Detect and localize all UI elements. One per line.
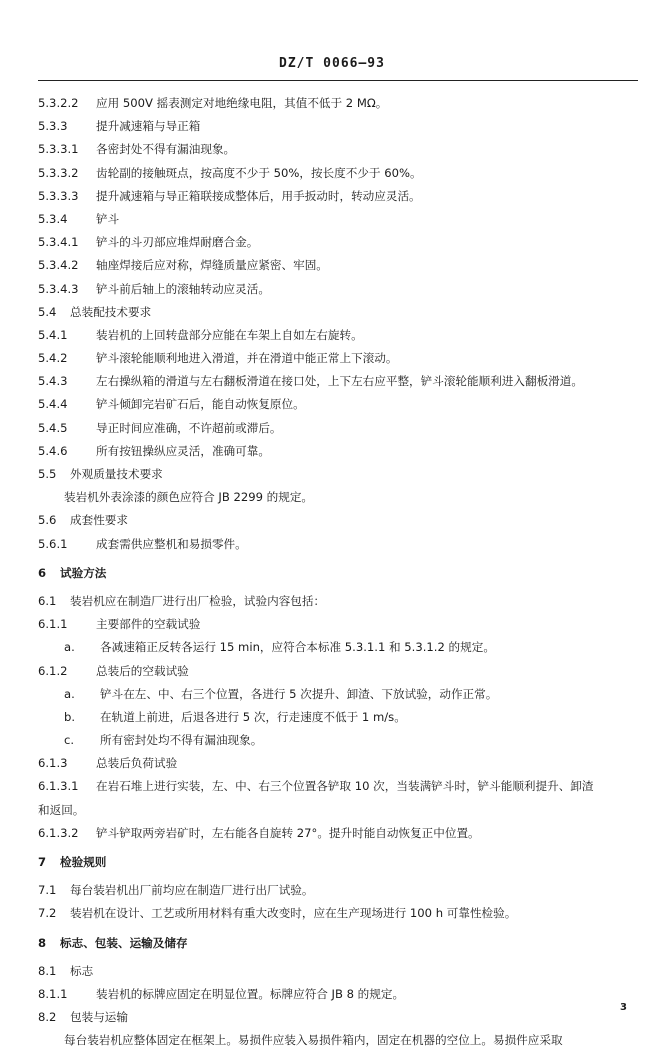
clause-text: 铲斗在左、中、右三个位置，各进行 5 次提升、卸渣、下放试验，动作正常。 bbox=[100, 686, 498, 701]
text-line bbox=[38, 533, 638, 556]
clause-text: 铲斗 bbox=[96, 211, 120, 226]
text-line bbox=[38, 92, 638, 115]
text-line bbox=[38, 324, 638, 347]
text-line bbox=[38, 509, 638, 532]
clause-text: 装岩机外表涂漆的颜色应符合 JB 2299 的规定。 bbox=[64, 490, 314, 505]
clause-text: 各减速箱正反转各运行 15 min，应符合本标准 5.3.1.1 和 5.3.1.2 的规定。 bbox=[100, 640, 495, 655]
text-line bbox=[38, 278, 638, 301]
text-line bbox=[38, 370, 638, 393]
text-line bbox=[38, 706, 638, 729]
clause-number: b. bbox=[64, 709, 76, 724]
clause-number: 5.4 bbox=[38, 304, 57, 319]
header-divider bbox=[38, 80, 638, 81]
clause-number: 5.6.1 bbox=[38, 536, 68, 551]
clause-number: 8.2 bbox=[38, 1010, 57, 1025]
clause-text: 在轨道上前进，后退各进行 5 次，行走速度不低于 1 m/s。 bbox=[100, 709, 406, 724]
text-line bbox=[38, 1029, 638, 1052]
clause-text: 装岩机在设计、工艺或所用材料有重大改变时，应在生产现场进行 100 h 可靠性检验。 bbox=[70, 906, 517, 921]
clause-number: 5.4.5 bbox=[38, 420, 68, 435]
clause-text: 铲斗前后轴上的滚轴转动应灵活。 bbox=[96, 281, 270, 296]
clause-text: 铲斗倾卸完岩矿石后，能自动恢复原位。 bbox=[96, 397, 305, 412]
clause-text: 在岩石堆上进行实装，左、中、右三个位置各铲取 10 次，当装满铲斗时，铲斗能顺利提升、卸渣 bbox=[96, 779, 594, 794]
text-line bbox=[38, 254, 638, 277]
clause-text: 包装与运输 bbox=[70, 1010, 128, 1025]
clause-number: 5.6 bbox=[38, 513, 57, 528]
text-line bbox=[38, 822, 638, 845]
clause-number: 5.3.2.2 bbox=[38, 96, 79, 110]
clause-number: 5.3.3.1 bbox=[38, 142, 79, 157]
text-line bbox=[38, 660, 638, 683]
text-line bbox=[38, 683, 638, 706]
clause-number: 7.1 bbox=[38, 883, 57, 898]
text-line bbox=[38, 417, 638, 440]
text-line bbox=[38, 185, 638, 208]
clause-text: 标志 bbox=[70, 963, 94, 978]
clause-text: 提升减速箱与导正箱联接成整体后，用手扳动时，转动应灵活。 bbox=[96, 188, 421, 203]
clause-text: 装岩机的标牌应固定在明显位置。标牌应符合 JB 8 的规定。 bbox=[96, 986, 405, 1001]
document-body bbox=[38, 92, 638, 1053]
page-number: 3 bbox=[620, 1002, 627, 1013]
clause-text: 提升减速箱与导正箱 bbox=[96, 119, 201, 134]
text-line bbox=[38, 729, 638, 752]
clause-number: 7 bbox=[38, 855, 47, 869]
clause-number: 5.3.4.3 bbox=[38, 281, 79, 296]
clause-number: 5.3.4.1 bbox=[38, 235, 79, 250]
clause-number: 7.2 bbox=[38, 906, 57, 921]
text-line bbox=[38, 752, 638, 775]
text-line bbox=[38, 1006, 638, 1029]
clause-text: 所有按钮操纵应灵活，准确可靠。 bbox=[96, 443, 270, 458]
clause-text: 应用 500V 摇表测定对地绝缘电阻，其值不低于 2 MΩ。 bbox=[96, 96, 388, 110]
clause-number: c. bbox=[64, 733, 75, 748]
clause-text: 标志、包装、运输及储存 bbox=[60, 935, 188, 950]
clause-text: 铲斗铲取两旁岩矿时，左右能各自旋转 27°。提升时能自动恢复正中位置。 bbox=[96, 825, 480, 840]
clause-number: 6.1.1 bbox=[38, 617, 68, 632]
text-line bbox=[38, 301, 638, 324]
clause-number: 6.1.3.2 bbox=[38, 825, 79, 840]
clause-number: 5.5 bbox=[38, 467, 57, 481]
text-line bbox=[38, 231, 638, 254]
clause-text: 和返回。 bbox=[38, 802, 85, 817]
clause-text: 导正时间应准确，不许超前或滞后。 bbox=[96, 420, 282, 435]
clause-text: 每台装岩机出厂前均应在制造厂进行出厂试验。 bbox=[70, 883, 314, 898]
clause-number: 6 bbox=[38, 565, 47, 580]
clause-number: 5.4.3 bbox=[38, 374, 68, 389]
clause-number: 6.1.3 bbox=[38, 756, 68, 771]
text-line bbox=[38, 879, 638, 902]
clause-text: 所有密封处均不得有漏油现象。 bbox=[100, 733, 263, 748]
clause-text: 装岩机的上回转盘部分应能在车架上自如左右旋转。 bbox=[96, 327, 363, 342]
text-line bbox=[38, 347, 638, 370]
clause-text: 试验方法 bbox=[60, 565, 107, 580]
clause-text: 铲斗的斗刃部应堆焊耐磨合金。 bbox=[96, 235, 259, 250]
clause-number: 6.1.3.1 bbox=[38, 779, 79, 794]
text-line bbox=[38, 799, 638, 822]
text-line bbox=[38, 463, 638, 486]
clause-text: 成套性要求 bbox=[70, 513, 128, 528]
section-heading bbox=[38, 562, 638, 585]
text-line bbox=[38, 960, 638, 983]
text-line bbox=[38, 440, 638, 463]
clause-number: a. bbox=[64, 640, 75, 655]
clause-number: 6.1 bbox=[38, 593, 57, 608]
clause-text: 主要部件的空载试验 bbox=[96, 617, 201, 632]
clause-text: 总装后负荷试验 bbox=[96, 756, 178, 771]
clause-number: 8.1.1 bbox=[38, 986, 68, 1001]
text-line bbox=[38, 115, 638, 138]
clause-number: 8.1 bbox=[38, 963, 57, 978]
clause-number: 5.3.4.2 bbox=[38, 258, 79, 273]
clause-number: 5.4.4 bbox=[38, 397, 68, 412]
clause-number: a. bbox=[64, 686, 75, 701]
clause-number: 5.4.2 bbox=[38, 351, 68, 366]
section-heading bbox=[38, 851, 638, 874]
clause-number: 5.4.6 bbox=[38, 443, 68, 458]
text-line bbox=[38, 613, 638, 636]
section-heading bbox=[38, 932, 638, 955]
text-line bbox=[38, 208, 638, 231]
clause-text: 检验规则 bbox=[60, 855, 107, 869]
clause-number: 5.4.1 bbox=[38, 327, 68, 342]
clause-text: 总装后的空载试验 bbox=[96, 663, 189, 678]
clause-text: 装岩机应在制造厂进行出厂检验，试验内容包括： bbox=[70, 593, 326, 608]
clause-text: 每台装岩机应整体固定在框架上。易损件应装入易损件箱内，固定在机器的空位上。易损件应采取 bbox=[64, 1033, 563, 1048]
clause-text: 铲斗滚轮能顺利地进入滑道，并在滑道中能正常上下滚动。 bbox=[96, 351, 398, 366]
clause-text: 左右操纵箱的滑道与左右翻板滑道在接口处，上下左右应平整，铲斗滚轮能顺利进入翻板滑道。 bbox=[96, 374, 583, 389]
text-line bbox=[38, 902, 638, 925]
clause-text: 轴座焊接后应对称，焊缝质量应紧密、牢固。 bbox=[96, 258, 328, 273]
text-line bbox=[38, 775, 638, 798]
text-line bbox=[38, 138, 638, 161]
clause-number: 6.1.2 bbox=[38, 663, 68, 678]
text-line bbox=[38, 983, 638, 1006]
clause-text: 齿轮副的接触斑点，按高度不少于 50%，按长度不少于 60%。 bbox=[96, 165, 422, 180]
clause-number: 5.3.3 bbox=[38, 119, 68, 134]
text-line bbox=[38, 636, 638, 659]
clause-number: 5.3.4 bbox=[38, 211, 68, 226]
clause-text: 各密封处不得有漏油现象。 bbox=[96, 142, 236, 157]
clause-text: 总装配技术要求 bbox=[70, 304, 152, 319]
text-line bbox=[38, 162, 638, 185]
clause-text: 成套需供应整机和易损零件。 bbox=[96, 536, 247, 551]
text-line bbox=[38, 590, 638, 613]
text-line bbox=[38, 486, 638, 509]
clause-number: 5.3.3.3 bbox=[38, 188, 79, 203]
clause-number: 8 bbox=[38, 935, 47, 950]
clause-number: 5.3.3.2 bbox=[38, 165, 79, 180]
text-line bbox=[38, 393, 638, 416]
document-code-header: DZ/T 0066—93 bbox=[279, 56, 385, 71]
clause-text: 外观质量技术要求 bbox=[70, 467, 163, 481]
